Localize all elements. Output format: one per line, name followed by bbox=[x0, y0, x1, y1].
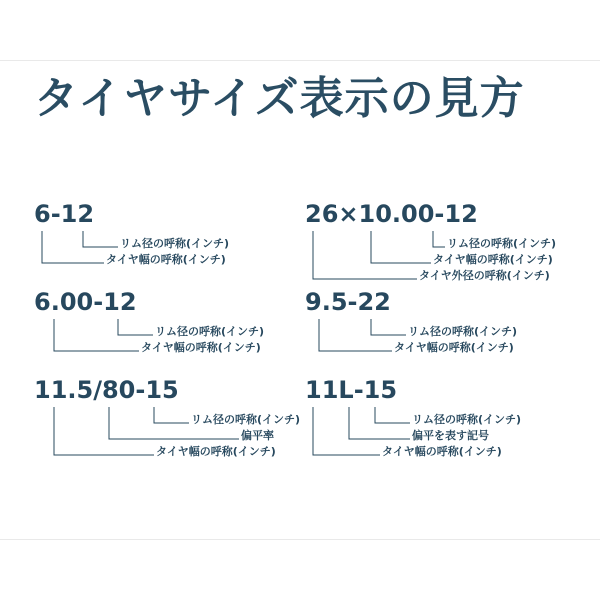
group-600-12 bbox=[34, 290, 284, 363]
callout-label: タイヤ幅の呼称(インチ) bbox=[141, 341, 261, 354]
callout-label: リム径の呼称(インチ) bbox=[408, 325, 518, 338]
callout-list bbox=[34, 319, 284, 363]
tire-size-code: 11.5/80-15 bbox=[34, 376, 179, 404]
group-115-80-15 bbox=[34, 376, 301, 469]
callout-label: リム径の呼称(インチ) bbox=[412, 413, 522, 426]
group-26x1000-12 bbox=[305, 202, 565, 293]
callout-list bbox=[34, 231, 284, 275]
callout-list bbox=[305, 319, 555, 363]
callout-label: タイヤ幅の呼称(インチ) bbox=[156, 445, 276, 458]
callout-label: 偏平を表す記号 bbox=[412, 429, 489, 442]
callout-list bbox=[305, 407, 555, 469]
callout-list bbox=[34, 407, 301, 469]
callout-label: タイヤ外径の呼称(インチ) bbox=[419, 269, 550, 282]
callout-label: リム径の呼称(インチ) bbox=[191, 413, 301, 426]
group-95-22 bbox=[305, 290, 555, 363]
callout-label: リム径の呼称(インチ) bbox=[447, 237, 557, 250]
callout-label: リム径の呼称(インチ) bbox=[120, 237, 230, 250]
callout-list bbox=[305, 231, 565, 293]
tire-size-code: 6.00-12 bbox=[34, 288, 137, 316]
callout-label: タイヤ幅の呼称(インチ) bbox=[106, 253, 226, 266]
group-11l-15 bbox=[305, 378, 555, 469]
tire-size-code: 6-12 bbox=[34, 200, 95, 228]
callout-label: リム径の呼称(インチ) bbox=[155, 325, 265, 338]
callout-label: タイヤ幅の呼称(インチ) bbox=[433, 253, 553, 266]
page-title: タイヤサイズ表示の見方 bbox=[34, 73, 525, 124]
tire-size-code: 9.5-22 bbox=[305, 288, 391, 316]
callout-label: タイヤ幅の呼称(インチ) bbox=[382, 445, 502, 458]
callout-label: タイヤ幅の呼称(インチ) bbox=[394, 341, 514, 354]
callout-label: 偏平率 bbox=[241, 429, 274, 442]
tire-size-code: 11L-15 bbox=[305, 376, 398, 404]
tire-size-code: 26×10.00-12 bbox=[305, 200, 478, 228]
group-6-12 bbox=[34, 202, 284, 275]
